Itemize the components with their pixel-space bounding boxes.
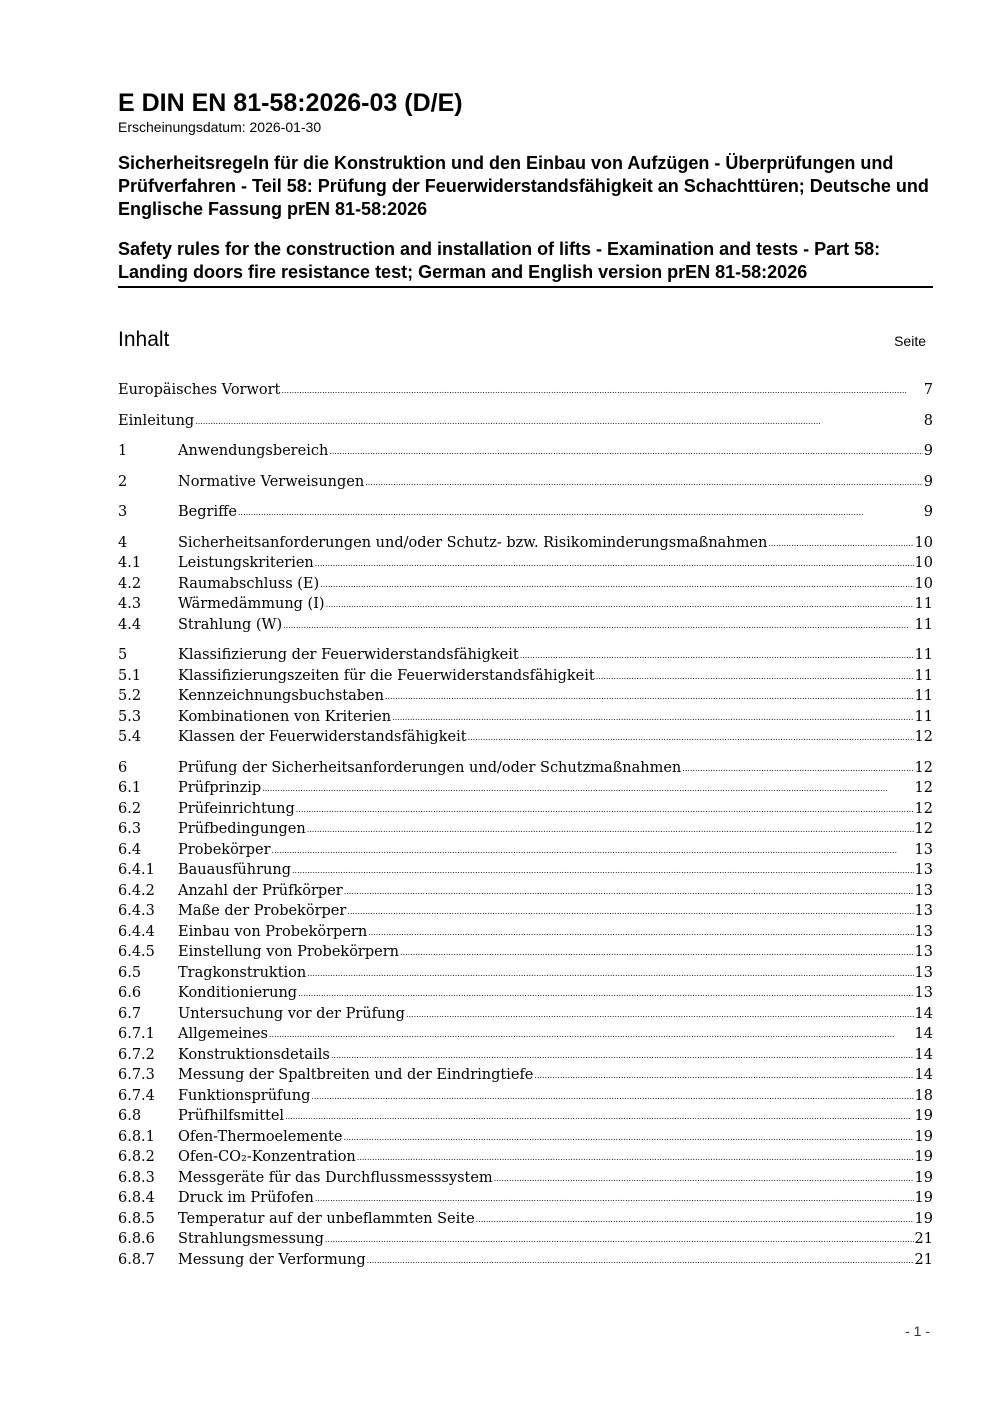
- toc-entry-page: 11: [914, 688, 933, 704]
- toc-entry[interactable]: [118, 983, 933, 1004]
- toc-dot-leader: [326, 593, 914, 616]
- toc-dot-leader: [344, 880, 914, 903]
- toc-entry-label: Messung der Verformung: [178, 1251, 366, 1268]
- toc-entry[interactable]: [118, 942, 933, 963]
- toc-entry-page: 19: [914, 1108, 933, 1124]
- toc-entry-page: 19: [914, 1149, 933, 1165]
- toc-entry[interactable]: [118, 819, 933, 840]
- document-id: E DIN EN 81-58:2026-03 (D/E): [118, 89, 463, 117]
- toc-entry[interactable]: [118, 380, 933, 401]
- toc-entry[interactable]: [118, 502, 933, 523]
- toc-entry[interactable]: [118, 1250, 933, 1271]
- toc-dot-leader: [272, 839, 914, 862]
- toc-entry[interactable]: [118, 615, 933, 636]
- toc-entry-label: Wärmedämmung (I): [178, 596, 325, 612]
- toc-entry-label: Prüfhilfsmittel: [178, 1108, 285, 1124]
- toc-dot-leader: [596, 665, 914, 688]
- toc-entry[interactable]: [118, 799, 933, 820]
- toc-entry-number: 6: [118, 759, 128, 776]
- toc-dot-leader: [368, 921, 913, 944]
- toc-entry-number: 6.8.4: [118, 1190, 155, 1206]
- toc-dot-leader: [307, 962, 913, 985]
- toc-dot-leader: [365, 471, 923, 494]
- toc-entry[interactable]: [118, 778, 933, 799]
- toc-entry-label: Normative Verweisungen: [178, 473, 365, 490]
- toc-entry-label: Kennzeichnungsbuchstaben: [178, 688, 384, 704]
- toc-entry[interactable]: [118, 1106, 933, 1127]
- toc-dot-leader: [534, 1064, 913, 1087]
- toc-entry-label: Konstruktionsdetails: [178, 1046, 330, 1063]
- toc-entry-number: 5.2: [118, 688, 142, 704]
- toc-entry[interactable]: [118, 840, 933, 861]
- toc-entry[interactable]: [118, 1147, 933, 1168]
- toc-entry-page: 11: [914, 708, 933, 725]
- toc-entry-number: 5.4: [118, 729, 142, 745]
- toc-entry-page: 13: [914, 862, 933, 878]
- toc-dot-leader: [296, 798, 914, 821]
- toc-dot-leader: [285, 1105, 913, 1128]
- toc-entry[interactable]: [118, 881, 933, 902]
- toc-dot-leader: [292, 859, 914, 882]
- toc-dot-leader: [494, 1167, 914, 1190]
- toc-dot-leader: [262, 777, 913, 800]
- toc-dot-leader: [315, 552, 914, 575]
- toc-entry[interactable]: [118, 1086, 933, 1107]
- toc-dot-leader: [329, 440, 922, 463]
- toc-entry-number: 4: [118, 534, 128, 551]
- toc-entry-page: 19: [914, 1190, 933, 1206]
- toc-entry-number: 6.8.5: [118, 1210, 155, 1227]
- toc-entry-number: 6.7.4: [118, 1087, 155, 1104]
- toc-entry-label: Prüfung der Sicherheitsanforderungen und/oder Schutzmaßnahmen: [178, 759, 682, 776]
- toc-entry[interactable]: [118, 574, 933, 595]
- toc-entry-number: 6.4.2: [118, 882, 155, 899]
- toc-entry-page: 13: [914, 923, 933, 940]
- toc-dot-leader: [320, 573, 913, 596]
- toc-entry-label: Klassen der Feuerwiderstandsfähigkeit: [178, 729, 467, 745]
- toc-entry[interactable]: [118, 1209, 933, 1230]
- toc-entry-page: 11: [914, 596, 933, 612]
- toc-dot-leader: [768, 532, 913, 555]
- toc-entry-page: 14: [914, 1005, 933, 1022]
- toc-entry-label: Messung der Spaltbreiten und der Eindringtiefe: [178, 1067, 534, 1083]
- toc-entry[interactable]: [118, 901, 933, 922]
- toc-entry[interactable]: [118, 594, 933, 615]
- toc-entry-page: 13: [914, 841, 933, 858]
- toc-entry-label: Bauausführung: [178, 862, 291, 878]
- toc-entry-number: 6.4.5: [118, 944, 155, 960]
- page-number: - 1 -: [905, 1323, 930, 1339]
- toc-entry-page: 14: [914, 1026, 933, 1042]
- toc-entry-page: 19: [914, 1128, 933, 1145]
- toc-entry-label: Konditionierung: [178, 985, 298, 1001]
- toc-entry-number: 6.3: [118, 821, 142, 837]
- toc-entry-number: 6.7.1: [118, 1026, 155, 1042]
- toc-entry-page: 10: [914, 575, 933, 592]
- toc-entry-label: Prüfeinrichtung: [178, 800, 295, 817]
- toc-entry[interactable]: [118, 1229, 933, 1250]
- toc-dot-leader: [406, 1003, 914, 1026]
- toc-entry[interactable]: [118, 963, 933, 984]
- toc-entry-page: 9: [923, 504, 933, 520]
- toc-dot-leader: [400, 941, 914, 964]
- toc-entry-number: 1: [118, 443, 128, 459]
- toc-entry-page: 11: [914, 647, 933, 663]
- toc-entry-page: 7: [923, 382, 933, 398]
- toc-entry-number: 4.4: [118, 616, 142, 633]
- toc-entry-label: Allgemeines: [178, 1026, 268, 1042]
- toc-dot-leader: [281, 379, 922, 402]
- toc-entry[interactable]: [118, 1188, 933, 1209]
- toc-entry-label: Begriffe: [178, 504, 237, 520]
- toc-entry-label: Probekörper: [178, 841, 271, 858]
- toc-entry-number: 6.8.3: [118, 1169, 155, 1186]
- toc-entry-label: Sicherheitsanforderungen und/oder Schutz- bzw. Risikominderungsmaßnahmen: [178, 534, 768, 551]
- toc-entry[interactable]: [118, 472, 933, 493]
- toc-entry-number: 2: [118, 473, 128, 490]
- toc-entry-page: 21: [914, 1251, 933, 1268]
- toc-entry-label: Anzahl der Prüfkörper: [178, 882, 343, 899]
- toc-entry[interactable]: [118, 727, 933, 748]
- toc-dot-leader: [311, 1085, 913, 1108]
- toc-header: [118, 328, 933, 352]
- toc-entry-label: Ofen-Thermoelemente: [178, 1128, 343, 1145]
- toc-entry[interactable]: [118, 1065, 933, 1086]
- toc-entry-page: 21: [914, 1231, 933, 1247]
- toc-dot-leader: [269, 1023, 914, 1046]
- toc-entry-number: 4.1: [118, 555, 142, 571]
- toc-entry[interactable]: [118, 645, 933, 666]
- toc-dot-leader: [385, 685, 914, 708]
- toc-dot-leader: [367, 1249, 914, 1272]
- toc-entry-page: 12: [914, 821, 933, 837]
- toc-entry-label: Kombinationen von Kriterien: [178, 708, 392, 725]
- toc-entry-page: 8: [923, 412, 933, 429]
- toc-entry-page: 12: [914, 759, 933, 776]
- toc-entry-page: 18: [914, 1087, 933, 1104]
- toc-entry[interactable]: [118, 1127, 933, 1148]
- toc-dot-leader: [283, 614, 913, 637]
- toc-entry-page: 12: [914, 800, 933, 817]
- toc-entry-label: Klassifizierungszeiten für die Feuerwiderstandsfähigkeit: [178, 667, 595, 684]
- toc-entry-number: 5.3: [118, 708, 142, 725]
- document-page: [118, 88, 933, 1270]
- toc-dot-leader: [520, 644, 914, 667]
- toc-entry-label: Einstellung von Probekörpern: [178, 944, 399, 960]
- toc-entry-label: Ofen-CO₂-Konzentration: [178, 1149, 356, 1165]
- toc-entry-number: 4.2: [118, 575, 142, 592]
- toc-entry-number: 6.7.3: [118, 1067, 155, 1083]
- toc-entry[interactable]: [118, 922, 933, 943]
- toc-entry[interactable]: [118, 441, 933, 462]
- toc-dot-leader: [331, 1044, 914, 1067]
- toc-entry[interactable]: [118, 666, 933, 687]
- toc-entry-number: 6.7.2: [118, 1046, 155, 1063]
- toc-entry-number: 6.4.1: [118, 862, 155, 878]
- toc-entry-page: 10: [914, 534, 933, 551]
- toc-entry-label: Strahlung (W): [178, 616, 283, 633]
- toc-entry-number: 5: [118, 647, 128, 663]
- toc-entry-label: Funktionsprüfung: [178, 1087, 311, 1104]
- toc-entry-number: 6.8: [118, 1108, 142, 1124]
- toc-entry-number: 6.4.3: [118, 903, 155, 919]
- toc-entry[interactable]: [118, 758, 933, 779]
- toc-entry-page: 13: [914, 944, 933, 960]
- toc-entry[interactable]: [118, 686, 933, 707]
- toc-entry-number: 6.5: [118, 964, 142, 981]
- toc-dot-leader: [238, 501, 923, 524]
- toc-entry-page: 13: [914, 964, 933, 981]
- toc-entry-label: Anwendungsbereich: [178, 443, 329, 459]
- toc-entry-label: Europäisches Vorwort: [118, 382, 281, 398]
- toc-entry-number: 6.4: [118, 841, 142, 858]
- toc-entry[interactable]: [118, 411, 933, 432]
- toc-entry-page: 12: [914, 780, 933, 796]
- toc-entry-page: 10: [914, 555, 933, 571]
- toc-entry[interactable]: [118, 1045, 933, 1066]
- toc-entry-label: Einbau von Probekörpern: [178, 923, 368, 940]
- toc-entry[interactable]: [118, 533, 933, 554]
- toc-entry[interactable]: [118, 1168, 933, 1189]
- toc-entry-number: 6.2: [118, 800, 142, 817]
- toc-entry-label: Strahlungsmessung: [178, 1231, 324, 1247]
- toc-entry-page: 14: [914, 1067, 933, 1083]
- toc-entry-label: Druck im Prüfofen: [178, 1190, 314, 1206]
- table-of-contents: [118, 380, 933, 1270]
- title-english: Safety rules for the construction and installation of lifts - Examination and tests - Part 58: Landing doors fire resistance test; German and English version prEN 81-58:2026: [118, 238, 933, 288]
- toc-entry[interactable]: [118, 553, 933, 574]
- toc-dot-leader: [307, 818, 914, 841]
- toc-entry-label: Maße der Probekörper: [178, 903, 347, 919]
- toc-entry-page: 11: [914, 616, 933, 633]
- toc-entry-number: 6.8.1: [118, 1128, 155, 1145]
- toc-entry-number: 6.4.4: [118, 923, 155, 940]
- toc-entry[interactable]: [118, 707, 933, 728]
- toc-entry-label: Prüfprinzip: [178, 780, 262, 796]
- publication-date: Erscheinungsdatum: 2026-01-30: [118, 119, 322, 135]
- toc-dot-leader: [298, 982, 913, 1005]
- toc-entry-number: 6.8.7: [118, 1251, 155, 1268]
- toc-entry-page: 13: [914, 903, 933, 919]
- toc-dot-leader: [476, 1208, 914, 1231]
- toc-page-label: Seite: [894, 333, 926, 349]
- toc-entry-page: 11: [914, 667, 933, 684]
- toc-entry[interactable]: [118, 1004, 933, 1025]
- toc-dot-leader: [468, 726, 914, 749]
- toc-entry-number: 6.6: [118, 985, 142, 1001]
- toc-entry-page: 19: [914, 1169, 933, 1186]
- toc-dot-leader: [315, 1187, 914, 1210]
- toc-dot-leader: [392, 706, 913, 729]
- toc-dot-leader: [325, 1228, 914, 1251]
- toc-entry-label: Prüfbedingungen: [178, 821, 306, 837]
- toc-entry-number: 5.1: [118, 667, 142, 684]
- toc-dot-leader: [357, 1146, 914, 1169]
- toc-dot-leader: [347, 900, 913, 923]
- toc-entry-page: 13: [914, 882, 933, 899]
- toc-entry-number: 3: [118, 504, 128, 520]
- toc-entry-label: Untersuchung vor der Prüfung: [178, 1005, 405, 1022]
- toc-dot-leader: [195, 410, 923, 433]
- toc-entry-number: 4.3: [118, 596, 142, 612]
- toc-entry-page: 19: [914, 1210, 933, 1227]
- toc-dot-leader: [343, 1126, 913, 1149]
- toc-entry-number: 6.8.2: [118, 1149, 155, 1165]
- toc-entry-label: Leistungskriterien: [178, 555, 314, 571]
- toc-entry-number: 6.1: [118, 780, 142, 796]
- toc-entry[interactable]: [118, 860, 933, 881]
- toc-entry[interactable]: [118, 1024, 933, 1045]
- toc-entry-label: Raumabschluss (E): [178, 575, 320, 592]
- title-german: Sicherheitsregeln für die Konstruktion und den Einbau von Aufzügen - Überprüfungen und Prüfverfahren - Teil 58: Prüfung der Feuerwiderstandsfähigkeit an Schachttüren; Deutsche und Englische Fassung prEN 81-58:2026: [118, 153, 929, 219]
- toc-entry-label: Temperatur auf der unbeflammten Seite: [178, 1210, 475, 1227]
- toc-entry-label: Messgeräte für das Durchflussmesssystem: [178, 1169, 493, 1186]
- toc-entry-label: Tragkonstruktion: [178, 964, 307, 981]
- toc-entry-page: 12: [914, 729, 933, 745]
- toc-entry-label: Klassifizierung der Feuerwiderstandsfähigkeit: [178, 647, 519, 663]
- toc-title: Inhalt: [118, 328, 170, 351]
- toc-entry-label: Einleitung: [118, 412, 195, 429]
- toc-dot-leader: [682, 757, 913, 780]
- toc-entry-page: 9: [923, 443, 933, 459]
- toc-entry-number: 6.8.6: [118, 1231, 155, 1247]
- toc-entry-number: 6.7: [118, 1005, 142, 1022]
- toc-entry-page: 14: [914, 1046, 933, 1063]
- toc-entry-page: 9: [923, 473, 933, 490]
- toc-entry-page: 13: [914, 985, 933, 1001]
